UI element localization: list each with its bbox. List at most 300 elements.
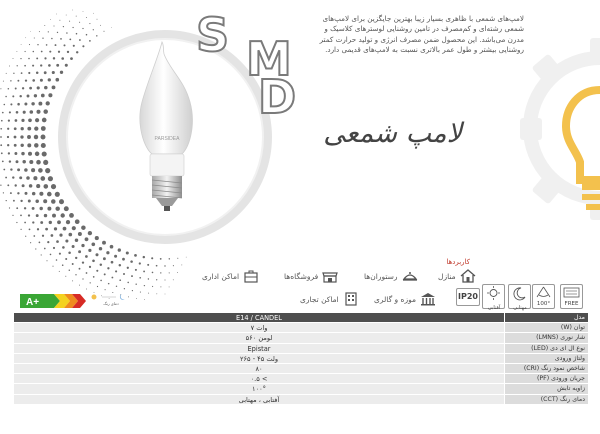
spec-row bbox=[14, 344, 588, 354]
halftone-dot bbox=[55, 206, 59, 210]
halftone-dot bbox=[102, 241, 106, 245]
halftone-dot bbox=[144, 299, 145, 300]
halftone-dot bbox=[16, 222, 17, 223]
halftone-dot bbox=[122, 258, 125, 261]
halftone-dot bbox=[72, 245, 75, 248]
halftone-dot bbox=[10, 103, 12, 105]
halftone-dot bbox=[81, 225, 86, 230]
halftone-dot bbox=[59, 253, 61, 255]
halftone-dot bbox=[116, 286, 117, 287]
halftone-dot bbox=[21, 72, 23, 74]
halftone-dot bbox=[85, 237, 89, 241]
halftone-dot bbox=[35, 199, 38, 202]
halftone-dot bbox=[165, 294, 166, 295]
halftone-dot bbox=[136, 298, 137, 299]
halftone-dot bbox=[40, 64, 42, 66]
halftone-dot bbox=[2, 160, 4, 162]
halftone-dot bbox=[103, 31, 104, 32]
halftone-dot bbox=[72, 280, 73, 281]
halftone-dot bbox=[59, 271, 60, 272]
halftone-dot bbox=[21, 144, 24, 147]
halftone-dot bbox=[39, 31, 40, 32]
halftone-dot bbox=[21, 44, 22, 45]
spec-value: ۷ وات bbox=[14, 323, 504, 332]
halftone-dot bbox=[79, 268, 81, 270]
halftone-dot bbox=[15, 184, 17, 186]
halftone-dot bbox=[22, 160, 25, 163]
halftone-dot bbox=[48, 93, 52, 97]
spec-key: دمای رنگ (CCT) bbox=[504, 395, 588, 404]
halftone-dot bbox=[127, 282, 129, 284]
halftone-dot bbox=[12, 176, 14, 178]
halftone-dot bbox=[57, 220, 61, 224]
halftone-dot bbox=[25, 236, 26, 237]
halftone-dot bbox=[95, 253, 98, 256]
halftone-dot bbox=[27, 143, 31, 147]
halftone-dot bbox=[3, 169, 5, 171]
halftone-dot bbox=[173, 265, 174, 266]
halftone-dot bbox=[46, 260, 47, 261]
shop-icon bbox=[321, 268, 339, 284]
halftone-dot bbox=[25, 51, 26, 52]
halftone-dot bbox=[20, 135, 23, 138]
halftone-dot bbox=[33, 176, 37, 180]
spec-value: ۸۰ bbox=[14, 364, 504, 373]
halftone-dot bbox=[89, 40, 91, 42]
halftone-dot bbox=[43, 160, 48, 165]
halftone-dot bbox=[13, 200, 15, 202]
spec-table bbox=[14, 313, 588, 405]
halftone-dot bbox=[0, 136, 2, 138]
halftone-dot bbox=[100, 280, 102, 282]
halftone-dot bbox=[40, 221, 43, 224]
halftone-dot bbox=[0, 88, 1, 89]
halftone-dot bbox=[63, 227, 67, 231]
halftone-dot bbox=[97, 19, 98, 20]
spec-key: شاخص نمود رنگ (CRI) bbox=[504, 364, 588, 373]
spec-key: توان (W) bbox=[504, 323, 588, 332]
halftone-dot bbox=[65, 276, 66, 277]
halftone-dot bbox=[17, 65, 18, 66]
halftone-dot bbox=[41, 254, 42, 255]
application-label: موزه و گالری bbox=[374, 294, 416, 304]
halftone-dot bbox=[119, 264, 121, 266]
halftone-dot bbox=[111, 27, 112, 28]
halftone-dot bbox=[181, 264, 182, 265]
halftone-dot bbox=[69, 269, 70, 270]
application-label: رستوران‌ها bbox=[364, 271, 398, 281]
halftone-dot bbox=[62, 264, 64, 266]
spec-value: آفتابی ، مهتابی bbox=[14, 395, 504, 404]
halftone-dot bbox=[66, 15, 67, 16]
halftone-dot bbox=[0, 144, 2, 146]
product-title: لامپ شمعی bbox=[323, 118, 462, 149]
spec-value: E14 / CANDEL bbox=[14, 313, 504, 322]
halftone-dot bbox=[111, 277, 113, 279]
halftone-dot bbox=[36, 110, 40, 114]
application-label: اماکن اداری bbox=[202, 271, 240, 281]
application-label: فروشگاه‌ها bbox=[284, 271, 319, 281]
halftone-dot bbox=[34, 135, 38, 139]
halftone-dot bbox=[16, 111, 19, 114]
halftone-dot bbox=[51, 38, 53, 40]
halftone-dot bbox=[66, 32, 68, 34]
applications-label: کاربردها bbox=[446, 258, 470, 266]
halftone-dot bbox=[39, 207, 42, 210]
halftone-dot bbox=[114, 255, 117, 258]
halftone-dot bbox=[69, 39, 71, 41]
halftone-dot bbox=[86, 272, 88, 274]
halftone-dot bbox=[37, 44, 38, 45]
halftone-dot bbox=[108, 283, 110, 285]
halftone-dot bbox=[86, 34, 88, 36]
halftone-dot bbox=[13, 73, 14, 74]
spec-row bbox=[14, 333, 588, 343]
moon-label: مهتابی bbox=[513, 305, 527, 311]
halftone-dot bbox=[160, 286, 161, 287]
halftone-dot bbox=[59, 20, 60, 21]
spec-key: نوع ال ای دی (LED) bbox=[504, 344, 588, 353]
halftone-dot bbox=[151, 257, 153, 259]
halftone-dot bbox=[29, 184, 33, 188]
halftone-dot bbox=[31, 168, 35, 172]
application-label: اماکن تجاری bbox=[300, 294, 339, 304]
halftone-dot bbox=[12, 215, 13, 216]
halftone-dot bbox=[134, 254, 137, 257]
halftone-dot bbox=[44, 86, 48, 90]
halftone-dot bbox=[46, 101, 50, 105]
spec-row bbox=[14, 395, 588, 405]
halftone-dot bbox=[31, 102, 34, 105]
halftone-dot bbox=[173, 279, 174, 280]
halftone-dot bbox=[47, 192, 52, 197]
home-icon bbox=[459, 268, 477, 284]
halftone-dot bbox=[14, 127, 17, 130]
product-description: لامپ‌های شمعی با ظاهری بسیار زیبا بهترین جایگزین برای لامپ‌های شمعی رشته‌ای و کم‌مصرف در تامین روشنایی لوسترهای کلاسیک و مدرن می‌باشد. این محصول ضمن مصرف انرژی و تولید حرارت کمتر روشنایی بیشتر و طول عمر بالاتری نسبت به لامپ‌های قدیمی دارد. bbox=[319, 14, 524, 55]
halftone-dot bbox=[52, 214, 56, 218]
halftone-dot bbox=[55, 192, 60, 197]
halftone-dot bbox=[83, 11, 84, 12]
halftone-dot bbox=[152, 286, 153, 287]
halftone-dot bbox=[68, 252, 71, 255]
halftone-dot bbox=[123, 273, 125, 275]
halftone-dot bbox=[47, 207, 51, 211]
halftone-dot bbox=[7, 136, 9, 138]
halftone-dot bbox=[135, 283, 136, 284]
smd-letter-m: M bbox=[246, 32, 293, 86]
halftone-dot bbox=[86, 289, 87, 290]
halftone-dot bbox=[22, 87, 24, 89]
halftone-dot bbox=[8, 120, 10, 122]
halftone-dot bbox=[78, 250, 81, 253]
halftone-dot bbox=[82, 45, 84, 47]
halftone-dot bbox=[39, 242, 41, 244]
halftone-dot bbox=[75, 257, 77, 259]
halftone-dot bbox=[43, 184, 48, 189]
halftone-dot bbox=[29, 44, 30, 45]
application-item bbox=[284, 266, 339, 286]
halftone-dot bbox=[44, 57, 46, 59]
halftone-dot bbox=[24, 222, 26, 224]
halftone-dot bbox=[69, 213, 74, 218]
halftone-dot bbox=[40, 176, 45, 181]
halftone-dot bbox=[65, 239, 68, 242]
halftone-dot bbox=[15, 119, 18, 122]
halftone-dot bbox=[36, 57, 38, 59]
halftone-dot bbox=[56, 64, 59, 67]
halftone-dot bbox=[24, 103, 27, 106]
free-icon bbox=[560, 284, 583, 309]
halftone-dot bbox=[156, 279, 157, 280]
halftone-dot bbox=[17, 192, 19, 194]
halftone-dot bbox=[27, 127, 31, 131]
halftone-dot bbox=[79, 39, 81, 41]
halftone-dot bbox=[93, 29, 94, 30]
halftone-dot bbox=[41, 126, 46, 131]
spec-key: ولتاژ ورودی bbox=[504, 354, 588, 363]
halftone-dot bbox=[9, 160, 11, 162]
spec-key: زاویه تابش bbox=[504, 384, 588, 393]
halftone-dot bbox=[148, 278, 149, 279]
halftone-dot bbox=[169, 272, 170, 273]
halftone-dot bbox=[36, 214, 39, 217]
halftone-dot bbox=[75, 274, 76, 275]
halftone-dot bbox=[92, 259, 95, 262]
halftone-dot bbox=[35, 118, 39, 122]
halftone-dot bbox=[24, 207, 26, 209]
halftone-dot bbox=[169, 258, 170, 259]
halftone-dot bbox=[41, 143, 46, 148]
halftone-dot bbox=[50, 19, 51, 20]
halftone-dot bbox=[7, 184, 9, 186]
halftone-dot bbox=[69, 21, 70, 22]
halftone-dot bbox=[93, 276, 95, 278]
halftone-dot bbox=[63, 44, 65, 46]
halftone-dot bbox=[22, 184, 25, 187]
halftone-dot bbox=[3, 81, 4, 82]
halftone-dot bbox=[93, 13, 94, 14]
halftone-dot bbox=[40, 79, 43, 82]
halftone-dot bbox=[32, 65, 34, 67]
halftone-dot bbox=[66, 220, 70, 224]
halftone-dot bbox=[30, 110, 34, 114]
halftone-dot bbox=[130, 260, 133, 263]
halftone-dot bbox=[9, 207, 10, 208]
halftone-dot bbox=[16, 160, 19, 163]
halftone-dot bbox=[148, 293, 149, 294]
halftone-dot bbox=[14, 152, 17, 155]
spec-row bbox=[14, 364, 588, 374]
halftone-dot bbox=[52, 71, 55, 74]
halftone-dot bbox=[4, 104, 6, 106]
halftone-dot bbox=[73, 45, 75, 47]
halftone-dot bbox=[36, 184, 40, 188]
halftone-dot bbox=[60, 71, 63, 74]
halftone-dot bbox=[24, 168, 28, 172]
halftone-dot bbox=[32, 192, 36, 196]
halftone-dot bbox=[42, 118, 47, 123]
energy-rating-badge bbox=[20, 294, 86, 308]
color-temperature-caption: دمای رنگ bbox=[103, 301, 119, 306]
halftone-dot bbox=[29, 87, 32, 90]
free-icon-text: FREE bbox=[564, 301, 579, 307]
halftone-dot bbox=[6, 73, 7, 74]
halftone-dot bbox=[34, 126, 38, 130]
halftone-dot bbox=[127, 267, 129, 269]
halftone-dot bbox=[48, 64, 51, 67]
halftone-dot bbox=[28, 152, 32, 156]
halftone-dot bbox=[10, 168, 12, 170]
halftone-dot bbox=[20, 200, 22, 202]
halftone-dot bbox=[9, 66, 10, 67]
halftone-dot bbox=[17, 103, 20, 106]
halftone-dot bbox=[10, 80, 11, 81]
halftone-dot bbox=[55, 44, 57, 46]
halftone-dot bbox=[89, 266, 91, 268]
application-item bbox=[364, 266, 419, 286]
halftone-dot bbox=[139, 262, 141, 264]
halftone-dot bbox=[118, 248, 121, 251]
halftone-dot bbox=[45, 168, 50, 173]
halftone-dot bbox=[126, 251, 129, 254]
halftone-dot bbox=[29, 160, 33, 164]
halftone-dot bbox=[78, 232, 82, 236]
halftone-dot bbox=[53, 247, 55, 249]
halftone-dot bbox=[21, 119, 24, 122]
sun-label: آفتابی bbox=[487, 305, 501, 311]
halftone-dot bbox=[52, 85, 56, 89]
halftone-dot bbox=[28, 118, 32, 122]
halftone-dot bbox=[1, 152, 3, 154]
halftone-dot bbox=[51, 184, 56, 189]
halftone-dot bbox=[88, 231, 92, 235]
halftone-dot bbox=[139, 277, 141, 279]
halftone-dot bbox=[51, 199, 56, 204]
halftone-dot bbox=[30, 31, 31, 32]
halftone-dot bbox=[49, 221, 52, 224]
halftone-dot bbox=[72, 27, 73, 28]
halftone-dot bbox=[20, 58, 21, 59]
halftone-dot bbox=[41, 94, 45, 98]
application-item bbox=[300, 289, 360, 309]
halftone-dot bbox=[26, 176, 30, 180]
halftone-dot bbox=[115, 270, 117, 272]
halftone-dot bbox=[76, 33, 78, 35]
spec-value: ۵۶۰ لومن bbox=[14, 333, 504, 342]
halftone-dot bbox=[9, 111, 11, 113]
ip20-icon: IP20 bbox=[456, 288, 480, 306]
halftone-dot bbox=[106, 251, 109, 254]
halftone-dot bbox=[46, 44, 48, 46]
halftone-dot bbox=[8, 88, 10, 90]
halftone-dot bbox=[111, 261, 114, 264]
halftone-dot bbox=[27, 95, 30, 98]
halftone-dot bbox=[79, 22, 80, 23]
halftone-dot bbox=[60, 38, 62, 40]
restaurant-icon bbox=[401, 268, 419, 284]
halftone-dot bbox=[169, 286, 170, 287]
halftone-dot bbox=[63, 26, 64, 27]
spec-header-row bbox=[14, 313, 588, 323]
halftone-dot bbox=[81, 244, 84, 247]
halftone-dot bbox=[38, 168, 43, 173]
halftone-dot bbox=[44, 214, 47, 217]
spec-key: شار نوری (LMNS) bbox=[504, 333, 588, 342]
halftone-dot bbox=[135, 269, 137, 271]
halftone-dot bbox=[85, 255, 88, 258]
beam-angle-text: 100° bbox=[536, 301, 551, 307]
spec-value: ۰.۵ < bbox=[14, 374, 504, 383]
halftone-dot bbox=[44, 25, 45, 26]
application-item bbox=[374, 289, 437, 309]
halftone-dot bbox=[25, 192, 28, 195]
halftone-dot bbox=[96, 270, 98, 272]
halftone-dot bbox=[16, 207, 18, 209]
halftone-dot bbox=[152, 272, 154, 274]
halftone-dot bbox=[5, 96, 7, 98]
halftone-dot bbox=[51, 234, 54, 237]
halftone-dot bbox=[42, 151, 47, 156]
halftone-dot bbox=[44, 248, 46, 250]
halftone-dot bbox=[104, 273, 106, 275]
halftone-dot bbox=[67, 51, 69, 53]
halftone-dot bbox=[186, 257, 187, 258]
halftone-dot bbox=[15, 88, 17, 90]
application-item bbox=[438, 266, 477, 286]
halftone-dot bbox=[49, 51, 51, 53]
halftone-dot bbox=[99, 247, 102, 250]
halftone-dot bbox=[103, 257, 106, 260]
halftone-dot bbox=[72, 226, 76, 230]
halftone-dot bbox=[48, 176, 53, 181]
halftone-dot bbox=[86, 17, 87, 18]
halftone-dot bbox=[27, 135, 31, 139]
halftone-dot bbox=[14, 136, 17, 139]
halftone-dot bbox=[3, 192, 4, 193]
halftone-dot bbox=[124, 288, 125, 289]
halftone-dot bbox=[47, 241, 49, 243]
halftone-dot bbox=[82, 28, 83, 29]
halftone-dot bbox=[25, 79, 27, 81]
halftone-dot bbox=[33, 51, 35, 53]
halftone-dot bbox=[23, 111, 26, 114]
halftone-dot bbox=[69, 233, 73, 237]
application-label: منازل bbox=[438, 271, 456, 281]
halftone-dot bbox=[41, 51, 43, 53]
halftone-dot bbox=[97, 286, 98, 287]
halftone-dot bbox=[33, 235, 35, 237]
energy-rating: A+ bbox=[26, 297, 40, 308]
halftone-dot bbox=[32, 207, 35, 210]
halftone-dot bbox=[131, 275, 133, 277]
museum-icon bbox=[419, 291, 437, 307]
halftone-dot bbox=[19, 95, 21, 97]
halftone-dot bbox=[70, 57, 73, 60]
smd-letter-s: S bbox=[196, 8, 231, 62]
spec-row bbox=[14, 323, 588, 333]
halftone-dot bbox=[20, 229, 21, 230]
halftone-dot bbox=[50, 254, 52, 256]
halftone-dot bbox=[96, 35, 97, 36]
halftone-dot bbox=[42, 38, 43, 39]
halftone-dot bbox=[72, 10, 73, 11]
halftone-dot bbox=[5, 177, 7, 179]
halftone-dot bbox=[43, 109, 48, 114]
halftone-dot bbox=[160, 272, 161, 273]
halftone-dot bbox=[57, 32, 58, 33]
halftone-dot bbox=[28, 72, 30, 74]
halftone-dot bbox=[28, 200, 31, 203]
